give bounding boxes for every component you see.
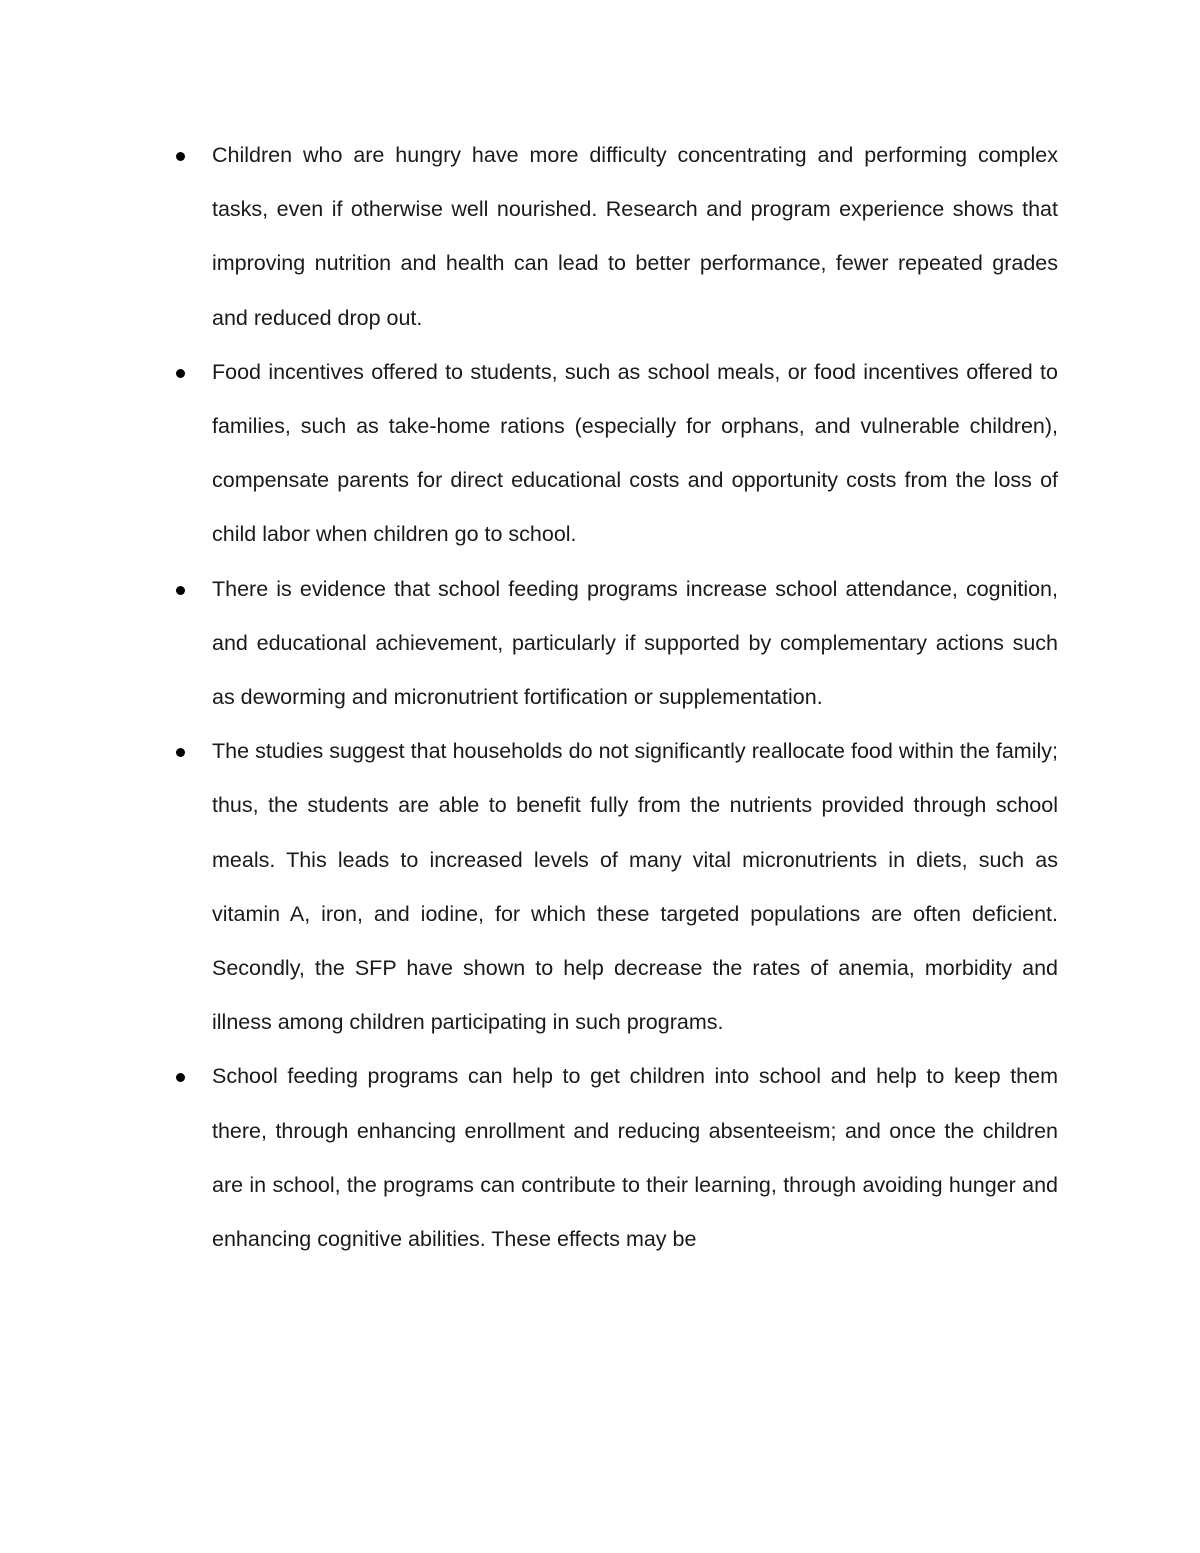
- bullet-item-evidence: [168, 562, 1058, 725]
- bullet-item-food-incentives: [168, 345, 1058, 562]
- bullet-dot-icon: [176, 586, 185, 595]
- bullet-text: School feeding programs can help to get children into school and help to keep them there, through enhancing enrollment and reducing absenteeism; and once the children are in school, the programs can contribute to their learning, through avoiding hunger and enhancing cognitive abilities. These effects may be: [212, 1064, 1058, 1252]
- bullet-item-household-studies: [168, 724, 1058, 1049]
- bullet-item-hunger-concentration: [168, 128, 1058, 345]
- bullet-item-enrollment: [168, 1049, 1058, 1266]
- bullet-dot-icon: [176, 1073, 185, 1082]
- bullet-text: Children who are hungry have more difficulty concentrating and performing complex tasks, even if otherwise well nourished. Research and program experience shows that improving nutrition and health can lead to better performance, fewer repeated grades and reduced drop out.: [212, 143, 1058, 330]
- bullet-text: Food incentives offered to students, such as school meals, or food incentives offered to families, such as take-home rations (especially for orphans, and vulnerable children), compensate parents for direct educational costs and opportunity costs from the loss of child labor when children go to school.: [212, 359, 1058, 547]
- bullet-dot-icon: [176, 152, 185, 161]
- bullet-list: [168, 128, 1058, 1266]
- bullet-dot-icon: [176, 748, 185, 757]
- bullet-text: There is evidence that school feeding programs increase school attendance, cognition, and educational achievement, particularly if supported by complementary actions such as deworming and micronutrient fortification or supplementation.: [212, 576, 1058, 710]
- bullet-dot-icon: [176, 369, 185, 378]
- bullet-text: The studies suggest that households do not significantly reallocate food within the family; thus, the students are able to benefit fully from the nutrients provided through school meals. This leads to increased levels of many vital micronutrients in diets, such as vitamin A, iron, and iodine, for which these targeted populations are often deficient. Secondly, the SFP have shown to help decrease the rates of anemia, morbidity and illness among children participating in such programs.: [212, 739, 1058, 1035]
